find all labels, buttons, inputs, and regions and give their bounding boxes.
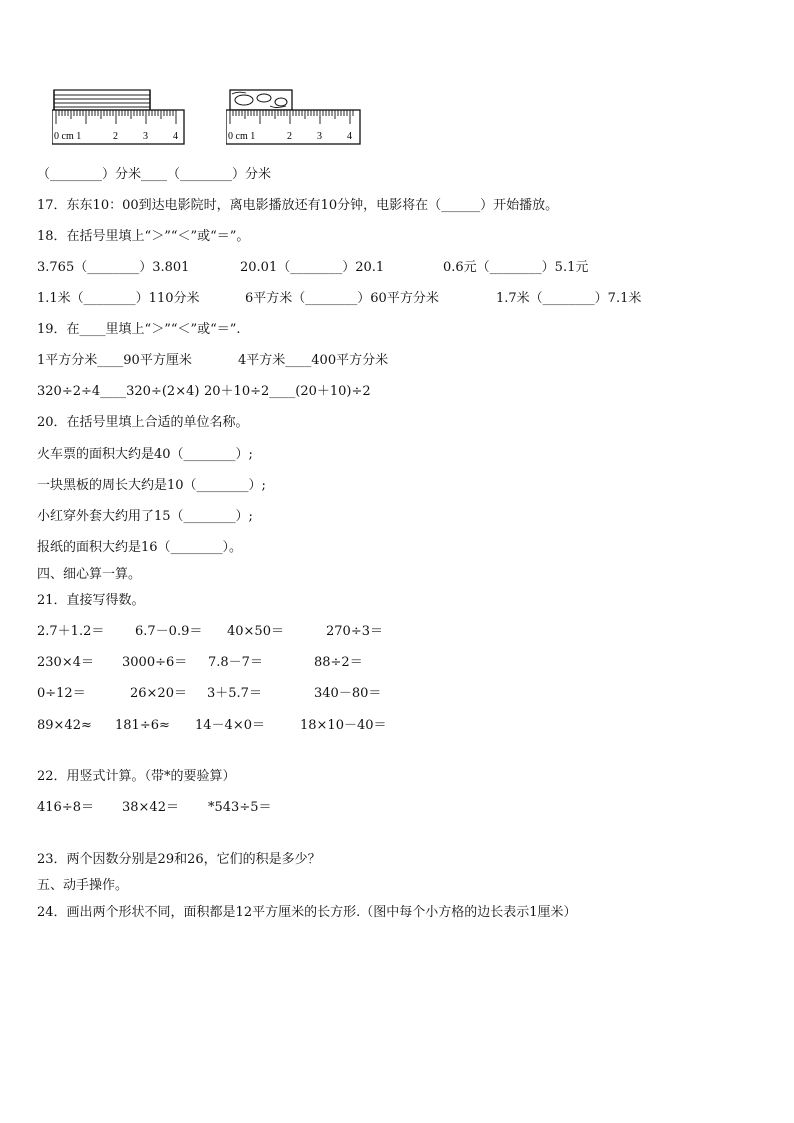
ruler1-tick-0: 0 cm 1	[54, 131, 82, 142]
q19-row2-item1: 320÷2÷4____320÷(2×4)	[37, 384, 200, 399]
q18-row1-item3: 0.6元（________）5.1元	[443, 260, 589, 275]
q21-r1-c3: 40×50＝	[227, 624, 284, 639]
section-5-heading: 五、动手操作。	[37, 878, 129, 893]
q20-item-4: 报纸的面积大约是16（________）。	[37, 540, 243, 555]
q20-item-3: 小红穿外套大约用了15（________）;	[37, 509, 253, 524]
ruler2-tick-3: 3	[317, 131, 322, 142]
q21-r4-c1: 89×42≈	[37, 718, 92, 733]
q21-r2-c1: 230×4＝	[37, 655, 94, 670]
q21-title: 21．直接写得数。	[37, 593, 145, 608]
q21-r3-c4: 340－80＝	[314, 686, 382, 701]
q21-r1-c2: 6.7－0.9＝	[135, 624, 203, 639]
q20-item-1: 火车票的面积大约是40（________）;	[37, 447, 253, 462]
q21-r2-c4: 88÷2＝	[314, 655, 363, 670]
q21-r4-c2: 181÷6≈	[115, 718, 170, 733]
q21-r3-c2: 26×20＝	[130, 686, 187, 701]
q19-row1-item1: 1平方分米____90平方厘米	[37, 353, 192, 368]
q18-row2-item1: 1.1米（________）110分米	[37, 291, 200, 306]
q22-item-2: 38×42＝	[122, 800, 179, 815]
q19-row2-item2: 20＋10÷2____(20＋10)÷2	[204, 384, 371, 399]
ruler-figure-2	[226, 88, 362, 146]
q24-text: 24．画出两个形状不同，面积都是12平方厘米的长方形.（图中每个小方格的边长表示1厘米）	[37, 905, 577, 920]
q21-r1-c4: 270÷3＝	[326, 624, 383, 639]
q21-r3-c3: 3＋5.7＝	[207, 686, 262, 701]
ruler2-tick-2: 2	[287, 131, 292, 142]
ruler-figure-1	[52, 88, 186, 146]
q18-row1-item2: 20.01（________）20.1	[240, 260, 385, 275]
ruler1-tick-4: 4	[173, 131, 178, 142]
q18-row2-item2: 6平方米（________）60平方分米	[245, 291, 439, 306]
q22-item-3: *543÷5＝	[208, 800, 272, 815]
q16-answer-line: （________）分米____（________）分米	[37, 167, 272, 182]
q19-title: 19．在____里填上“＞”“＜”或“＝”.	[37, 322, 241, 337]
q18-title: 18．在括号里填上“＞”“＜”或“＝”。	[37, 229, 250, 244]
q17-text: 17．东东10：00到达电影院时，离电影播放还有10分钟，电影将在（______）开始播放。	[37, 198, 559, 213]
q22-title: 22．用竖式计算。（带*的要验算）	[37, 769, 236, 784]
q21-r4-c4: 18×10－40＝	[300, 718, 387, 733]
q21-r2-c3: 7.8－7＝	[208, 655, 263, 670]
q19-row1-item2: 4平方米____400平方分米	[238, 353, 389, 368]
q22-item-1: 416÷8＝	[37, 800, 94, 815]
q21-r4-c3: 14－4×0＝	[195, 718, 265, 733]
ruler1-tick-2: 2	[113, 131, 118, 142]
ruler2-tick-0: 0 cm 1	[228, 131, 256, 142]
q21-r1-c1: 2.7＋1.2＝	[37, 624, 105, 639]
ruler1-tick-3: 3	[143, 131, 148, 142]
q20-item-2: 一块黑板的周长大约是10（________）;	[37, 478, 266, 493]
q21-r2-c2: 3000÷6＝	[122, 655, 188, 670]
q23-text: 23．两个因数分别是29和26，它们的积是多少？	[37, 852, 321, 867]
q20-title: 20．在括号里填上合适的单位名称。	[37, 415, 249, 430]
section-4-heading: 四、细心算一算。	[37, 567, 142, 582]
q21-r3-c1: 0÷12＝	[37, 686, 86, 701]
q18-row2-item3: 1.7米（________）7.1米	[496, 291, 642, 306]
q18-row1-item1: 3.765（________）3.801	[37, 260, 190, 275]
ruler2-tick-4: 4	[347, 131, 352, 142]
